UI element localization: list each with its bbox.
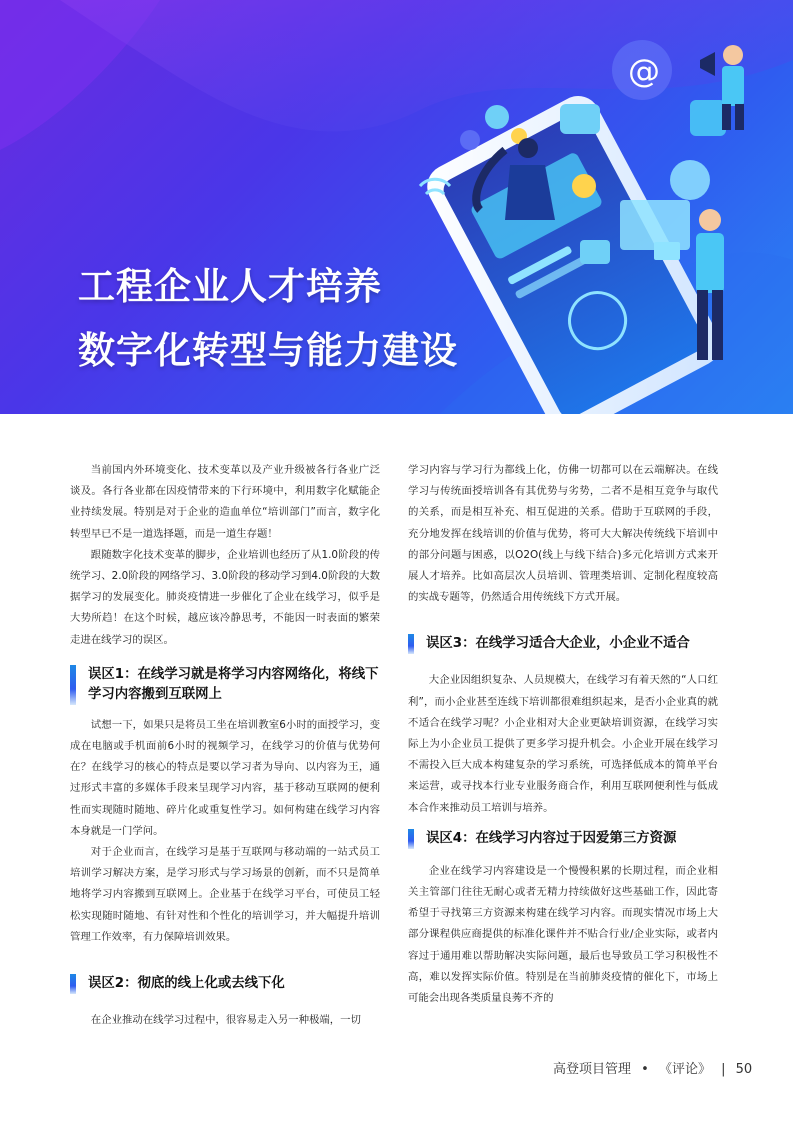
smile-icon: [572, 174, 596, 198]
heading-text: 误区1：在线学习就是将学习内容网络化，将线下学习内容搬到互联网上: [88, 666, 379, 702]
heading-text: 误区3：在线学习适合大企业，小企业不适合: [426, 636, 690, 652]
right-column: [408, 460, 718, 1009]
paragraph: 在企业推动在线学习过程中，很容易走入另一种极端，一切: [90, 1014, 361, 1027]
section-heading-4: [408, 829, 718, 849]
heading-accent-bar: [408, 634, 414, 654]
chart-icon: [690, 100, 726, 136]
heading-accent-bar: [70, 665, 76, 705]
hero-banner: [0, 0, 793, 414]
section-heading-3: [408, 634, 718, 654]
footer-bullet: •: [641, 1062, 649, 1077]
heading-accent-bar: [70, 974, 76, 994]
paragraph: 企业在线学习内容建设是一个慢慢积累的长期过程，而企业相关主管部门往往无耐心或者无精力持续做好这些基础工作，因此寄希望于寻找第三方资源来构建在线学习内容。而现实情况市场上大部分课程供应商提供的标准化课件并不贴合行业/企业实际，或者内容过于通用难以帮助解决实际问题，最后也导致员工学习积极性不高，难以发挥实际价值。特别是在当前肺炎疫情的催化下，市场上可能会出现各类质量良莠不齐的: [408, 864, 718, 1005]
paragraph: 对于企业而言，在线学习是基于互联网与移动端的一站式员工培训学习解决方案，是学习形式与学习场景的创新，而不只是简单地将学习内容搬到互联网上。企业基于在线学习平台，可使员工轻松实现随时随地、有针对性和个性化的培训学习，并大幅提升培训管理工作效率，有力保障培训效果。: [70, 846, 380, 943]
chat-icon: [560, 104, 600, 134]
paragraph: 当前国内外环境变化、技术变革以及产业升级被各行各业广泛谈及。各行各业都在因疫情带来的下行环境中，利用数字化赋能企业持续发展。特别是对于企业的造血单位“培训部门”而言，数字化转型早已不是一道选择题，而是一道生存题！: [70, 464, 380, 540]
paragraph: 跟随数字化技术变革的脚步，企业培训也经历了从1.0阶段的传统学习、2.0阶段的网络学习、3.0阶段的移动学习到4.0阶段的大数据学习的发展变化。肺炎疫情进一步催化了企业在线学习，似乎是大势所趋！在这个时候，越应该冷静思考，不能因一时表面的繁荣走进在线学习的误区。: [70, 548, 380, 646]
page-title-line1: 工程企业人才培养: [78, 265, 382, 308]
section-heading-1: [70, 665, 380, 705]
page-title-line2: 数字化转型与能力建设: [78, 329, 458, 372]
section-heading-2: [70, 974, 380, 994]
heading-accent-bar: [408, 829, 414, 849]
footer-separator: |: [721, 1062, 726, 1077]
paragraph: 学习内容与学习行为都线上化，仿佛一切都可以在云端解决。在线学习与传统面授培训各有其优势与劣势，二者不是相互竞争与取代的关系，而是相互补充、相互促进的关系。借助于互联网的手段，充分地发挥在线培训的价值与优势，将可大大解决传统线下培训中的部分问题与困惑，以O2O(线上与线下结合)多元化培训方式来开展人才培养。比如高层次人员培训、管理类培训、定制化程度较高的实战专题等，仍然适合用传统线下方式开展。: [408, 464, 718, 604]
page-number: 50: [735, 1062, 753, 1077]
globe-icon: [670, 160, 710, 200]
heading-text: 误区2：彻底的线上化或去线下化: [88, 976, 285, 992]
paragraph: 大企业因组织复杂、人员规模大，在线学习有着天然的“人口红利”，而小企业甚至连线下培训都很难组织起来，是否小企业真的就不适合在线学习呢？小企业相对大企业更缺培训资源，在线学习实际上为小企业员工提供了更多学习提升机会。小企业开展在线学习不需投入巨大成本构建复杂的学习系统，可选择低成本的简单平台来运营，或寻找本行业专业服务商合作，利用互联网便利性与低成本合作来推动员工培训与培养。: [408, 674, 718, 814]
left-column: [70, 460, 380, 1031]
doc-icon: [580, 240, 610, 264]
page-footer: [553, 1058, 753, 1077]
paragraph: 试想一下，如果只是将员工坐在培训教室6小时的面授学习，变成在电脑或手机面前6小时的视频学习，在线学习的价值与优势何在？在线学习的核心的特点是要以学习者为导向、以内容为王，通过形式丰富的多媒体手段来呈现学习内容，基于移动互联网的便利性而实现随时随地、碎片化或重复性学习。如何构建在线学习内容本身就是一门学问。: [70, 718, 380, 837]
heading-text: 误区4：在线学习内容过于因爱第三方资源: [426, 830, 677, 846]
at-icon: @: [628, 52, 660, 90]
magazine-name: 高登项目管理: [553, 1062, 632, 1077]
section-name: 《评论》: [658, 1062, 711, 1077]
